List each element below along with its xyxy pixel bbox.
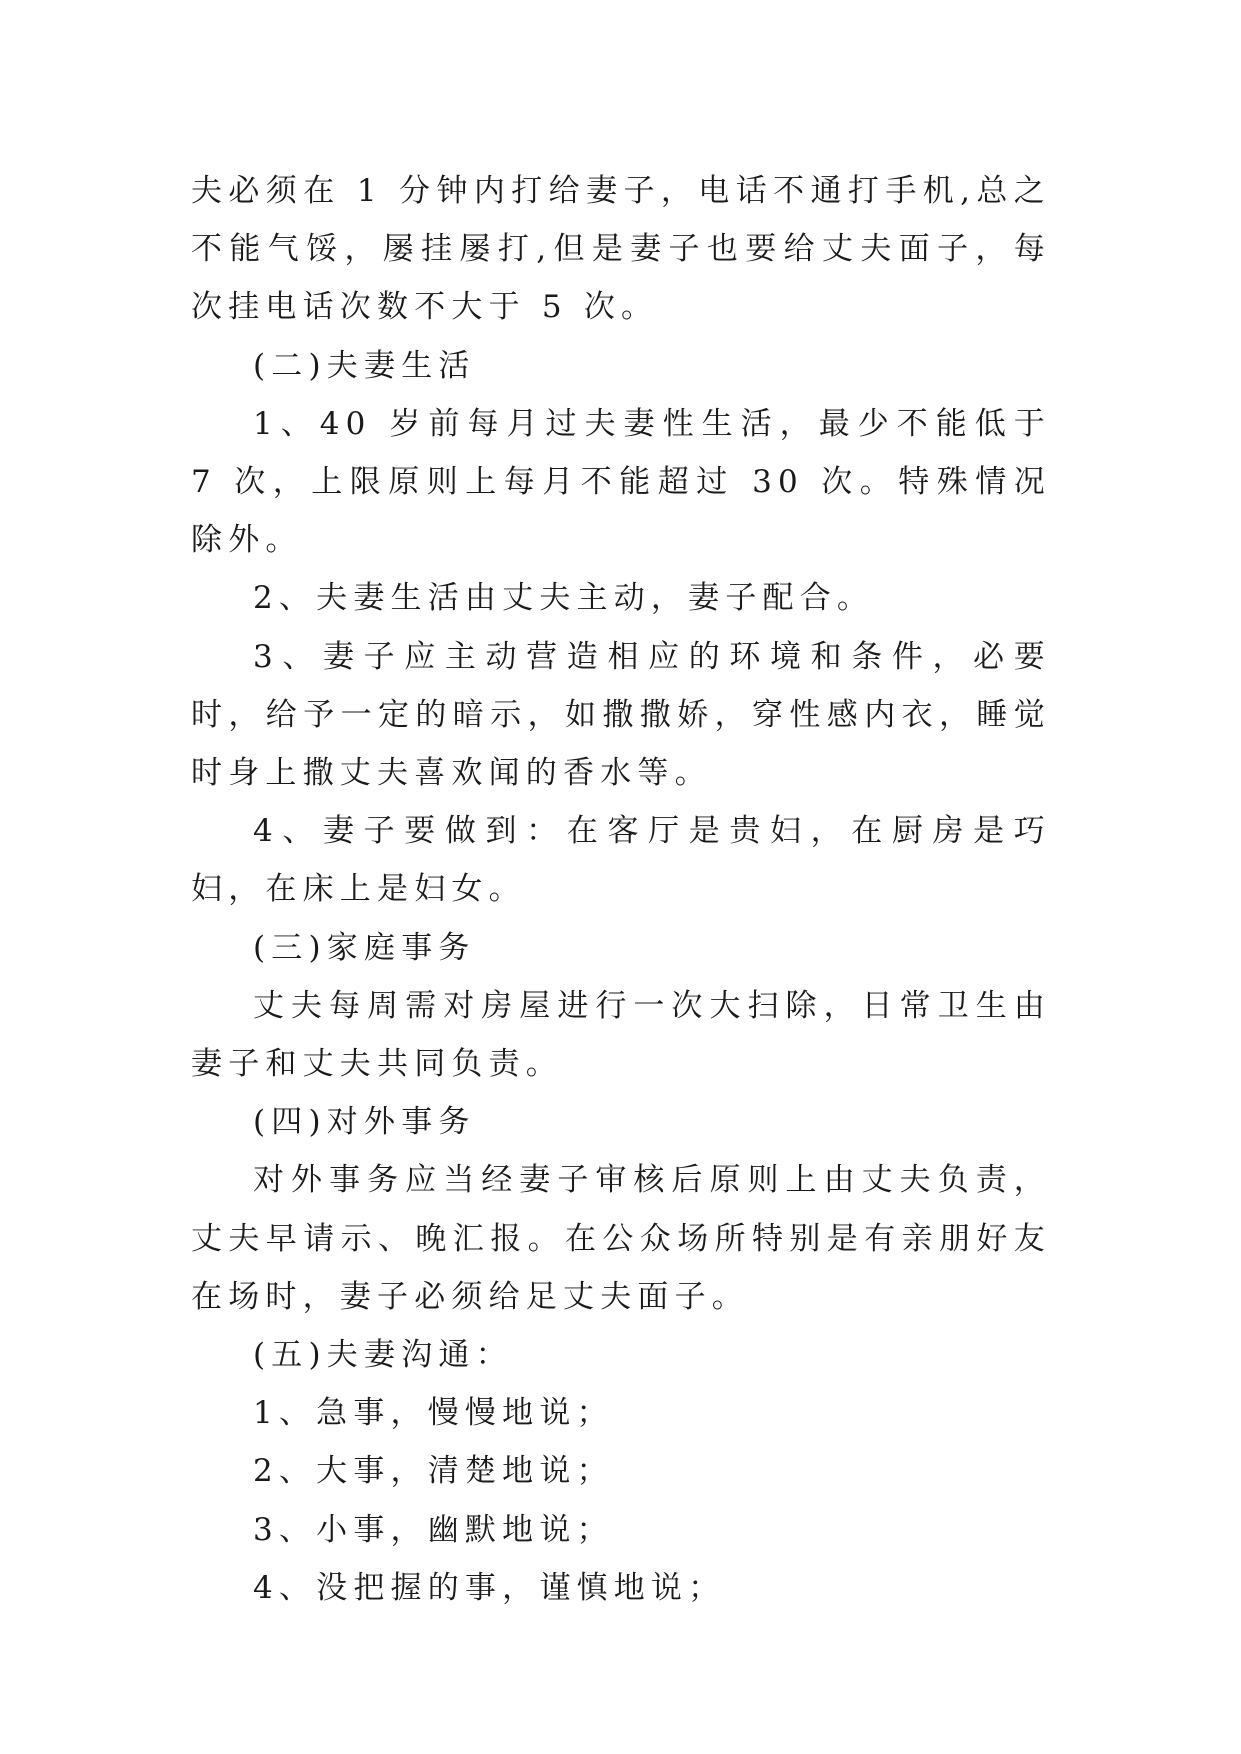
- paragraph-item-1: 1、40 岁前每月过夫妻性生活，最少不能低于 7 次，上限原则上每月不能超过 30 次。特殊情况除外。: [191, 405, 1051, 559]
- paragraph-item-2: 2、夫妻生活由丈夫主动，妻子配合。: [253, 580, 875, 617]
- section-heading-communication: (五)夫妻沟通：: [253, 1337, 513, 1374]
- section-heading-household-affairs: (三)家庭事务: [253, 929, 476, 966]
- document-body: [191, 162, 1051, 1617]
- list-item-communication-3: 3、小事，幽默地说；: [253, 1511, 614, 1548]
- paragraph-item-4: 4、妻子要做到：在客厅是贵妇，在厨房是巧妇，在床上是妇女。: [191, 813, 1051, 908]
- paragraph-household: 丈夫每周需对房屋进行一次大扫除，日常卫生由妻子和丈夫共同负责。: [191, 987, 1051, 1083]
- paragraph-continuation: 夫必须在 1 分钟内打给妻子，电话不通打手机,总之不能气馁，屡挂屡打,但是妻子也要给丈夫面子，每次挂电话次数不大于 5 次。: [191, 173, 1051, 326]
- paragraph-external: 对外事务应当经妻子审核后原则上由丈夫负责，丈夫早请示、晚汇报。在公众场所特别是有亲朋好友在场时，妻子必须给足丈夫面子。: [191, 1162, 1051, 1315]
- section-heading-marital-life: (二)夫妻生活: [253, 347, 476, 384]
- list-item-communication-4: 4、没把握的事，谨慎地说；: [253, 1569, 726, 1606]
- list-item-communication-2: 2、大事，清楚地说；: [253, 1453, 614, 1490]
- list-item-communication-1: 1、急事，慢慢地说；: [253, 1395, 614, 1432]
- paragraph-item-3: 3、妻子应主动营造相应的环境和条件，必要时，给予一定的暗示，如撒撒娇，穿性感内衣，睡觉时身上撒丈夫喜欢闻的香水等。: [191, 638, 1051, 792]
- section-heading-external-affairs: (四)对外事务: [253, 1104, 476, 1141]
